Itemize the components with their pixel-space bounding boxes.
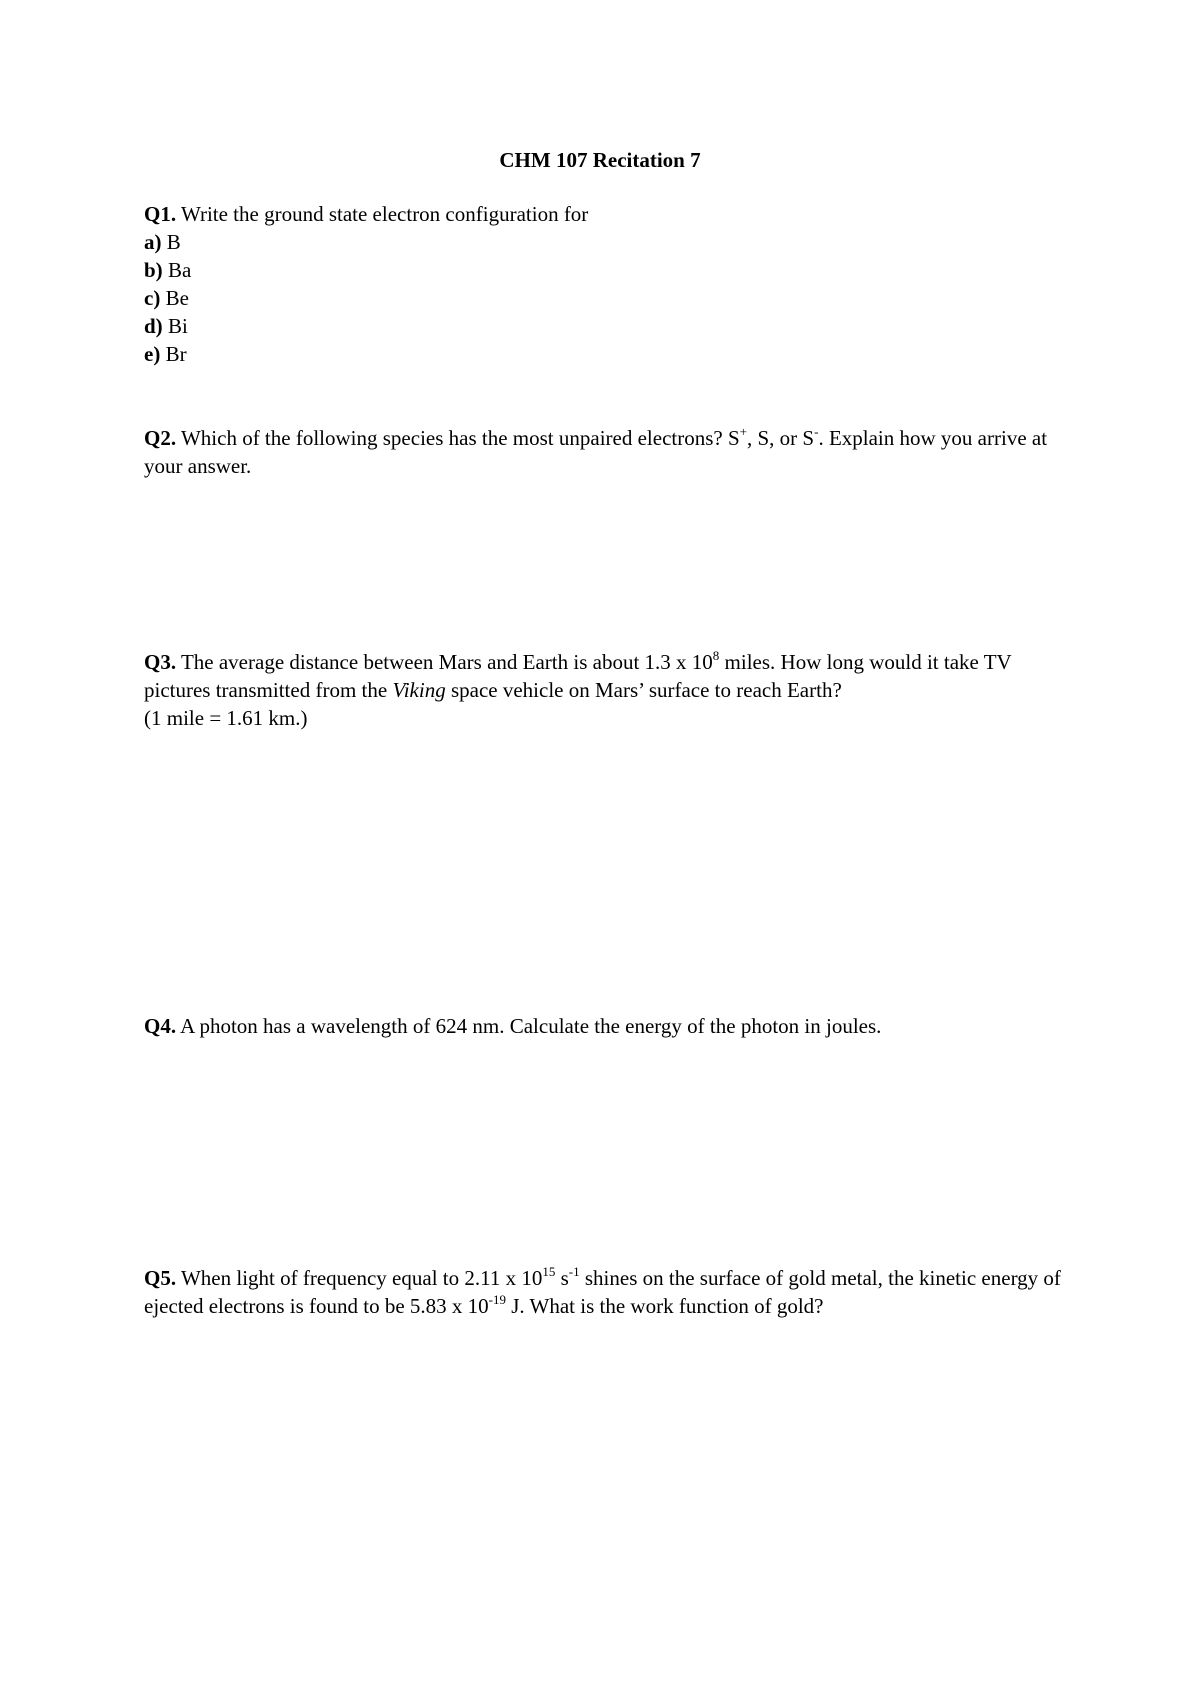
question-4 — [144, 1012, 1074, 1040]
option-e: e) Br — [144, 342, 187, 366]
question-2-text: Q2. Which of the following species has the most unpaired electrons? S+, S, or S-. Explain how you arrive at your answer. — [144, 424, 1048, 478]
question-4-label: Q4. — [144, 1014, 177, 1038]
question-2 — [144, 424, 1074, 480]
question-3-label: Q3. — [144, 650, 177, 674]
question-5-label: Q5. — [144, 1266, 177, 1290]
option-a: a) B — [144, 230, 181, 254]
option-d: d) Bi — [144, 314, 188, 338]
question-2-label: Q2. — [144, 426, 177, 450]
option-c: c) Be — [144, 286, 189, 310]
question-1-prompt — [144, 200, 1074, 228]
question-3-conversion: (1 mile = 1.61 km.) — [144, 706, 308, 730]
viking-italic: Viking — [392, 678, 446, 702]
question-5-text: Q5. When light of frequency equal to 2.11 x $10^{15}$ $s^{-1}$ shines on the surface of gold metal, the kinetic energy of ejected electrons is found to be 5.83 x $10^{-19}$ J. What is the work function of gold? — [144, 1264, 1061, 1318]
question-5 — [144, 1264, 1074, 1320]
question-1 — [144, 200, 1074, 368]
question-4-text: Q4. A photon has a wavelength of 624 nm. Calculate the energy of the photon in joules. — [144, 1014, 882, 1038]
question-1-text: Write the ground state electron configuration for — [176, 202, 589, 226]
option-b: b) Ba — [144, 258, 192, 282]
page-title: CHM 107 Recitation 7 — [499, 148, 701, 172]
question-3-text: Q3. The average distance between Mars and Earth is about 1.3 x $10^8$ miles. How long would it take TV pictures transmitted from the Viking space vehicle on Mars’ surface to reach Earth? — [144, 648, 1012, 702]
question-3 — [144, 648, 1074, 732]
question-1-label: Q1. — [144, 202, 177, 226]
